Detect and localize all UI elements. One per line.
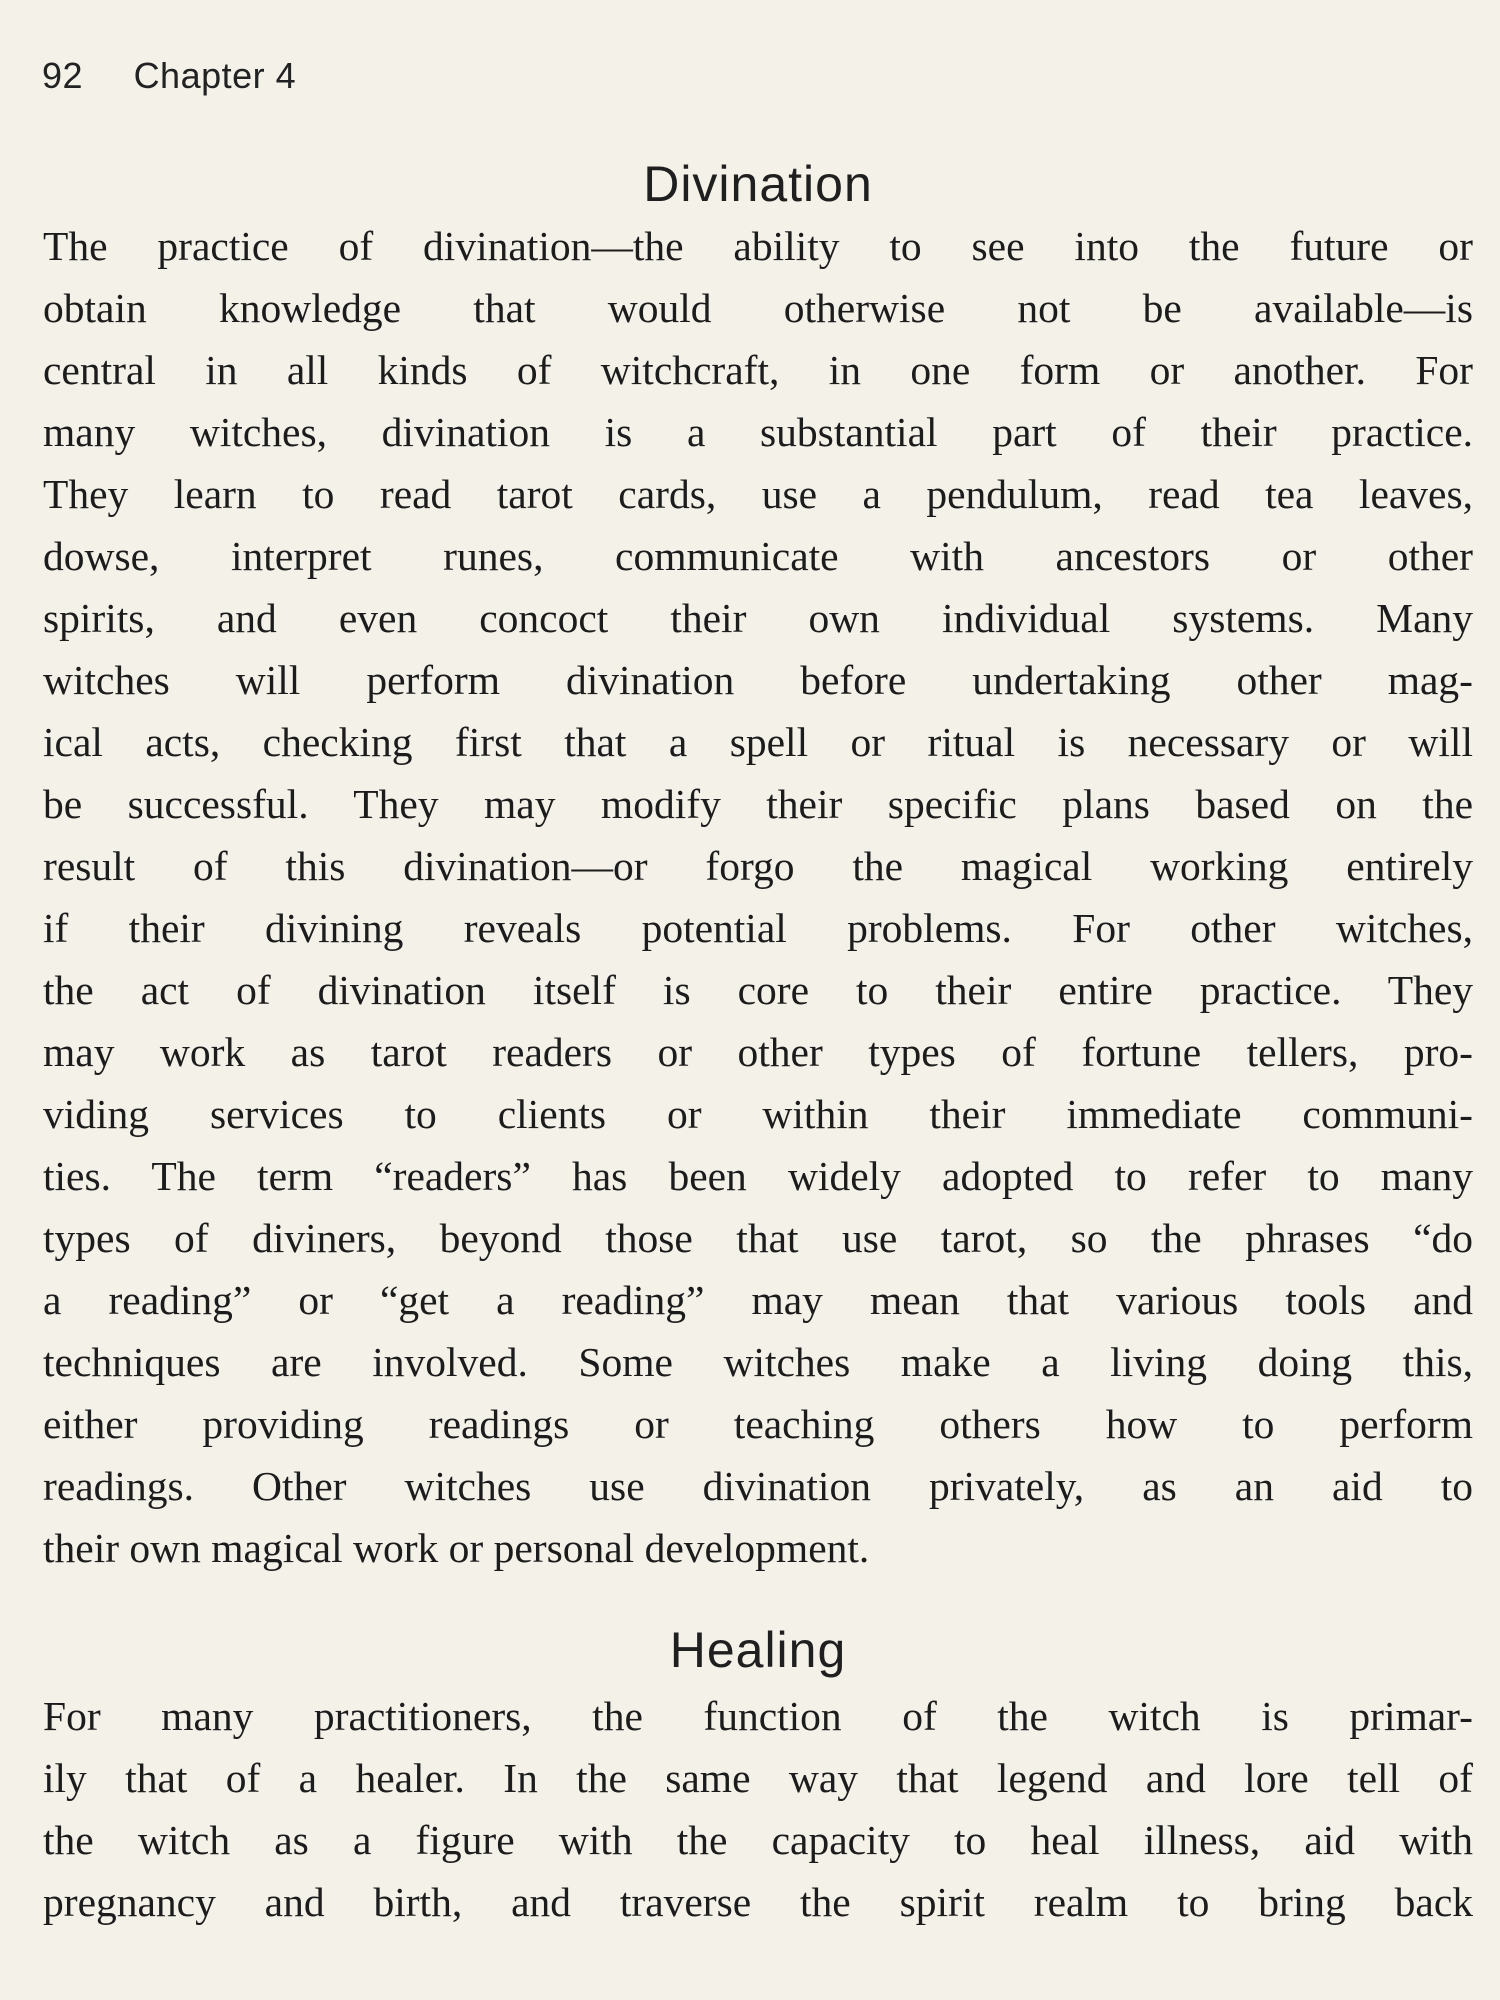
page-number: 92 (42, 55, 84, 96)
text-line: result of this divination—or forgo the magical working entirely (43, 843, 1473, 889)
text-line: pregnancy and birth, and traverse the spirit realm to bring back (43, 1879, 1473, 1925)
text-line: ical acts, checking first that a spell or ritual is necessary or will (43, 719, 1473, 765)
page-content (43, 155, 1473, 1933)
text-line: They learn to read tarot cards, use a pendulum, read tea leaves, (43, 471, 1473, 517)
text-line: readings. Other witches use divination privately, as an aid to (43, 1463, 1473, 1509)
text-line: may work as tarot readers or other types of fortune tellers, pro- (43, 1029, 1473, 1075)
text-line: the act of divination itself is core to their entire practice. They (43, 967, 1473, 1013)
text-line: ties. The term “readers” has been widely adopted to refer to many (43, 1153, 1473, 1199)
text-line: if their divining reveals potential problems. For other witches, (43, 905, 1473, 951)
section-heading-healing: Healing (669, 1622, 847, 1678)
chapter-label: Chapter 4 (133, 55, 297, 96)
text-line: viding services to clients or within their immediate communi- (43, 1091, 1473, 1137)
text-line: the witch as a figure with the capacity to heal illness, aid with (43, 1817, 1473, 1863)
text-line: a reading” or “get a reading” may mean that various tools and (43, 1277, 1473, 1323)
divination-paragraph (43, 215, 1473, 1579)
text-line: witches will perform divination before undertaking other mag- (43, 657, 1473, 703)
text-line: For many practitioners, the function of the witch is primar- (43, 1693, 1473, 1739)
text-line: many witches, divination is a substantial part of their practice. (43, 409, 1473, 455)
text-line: either providing readings or teaching others how to perform (43, 1401, 1473, 1447)
text-line: dowse, interpret runes, communicate with ancestors or other (43, 533, 1473, 579)
section-heading-divination: Divination (643, 156, 873, 212)
text-line: spirits, and even concoct their own individual systems. Many (43, 595, 1473, 641)
text-line: obtain knowledge that would otherwise not be available—is (43, 285, 1473, 331)
text-line: The practice of divination—the ability to see into the future or (43, 223, 1473, 269)
running-head (42, 55, 296, 97)
text-line: types of diviners, beyond those that use tarot, so the phrases “do (43, 1215, 1473, 1261)
text-line: be successful. They may modify their specific plans based on the (43, 781, 1473, 827)
text-line: central in all kinds of witchcraft, in one form or another. For (43, 347, 1473, 393)
healing-paragraph (43, 1685, 1473, 1933)
text-line: techniques are involved. Some witches make a living doing this, (43, 1339, 1473, 1385)
text-line: ily that of a healer. In the same way that legend and lore tell of (43, 1755, 1473, 1801)
text-line: their own magical work or personal development. (43, 1525, 870, 1571)
